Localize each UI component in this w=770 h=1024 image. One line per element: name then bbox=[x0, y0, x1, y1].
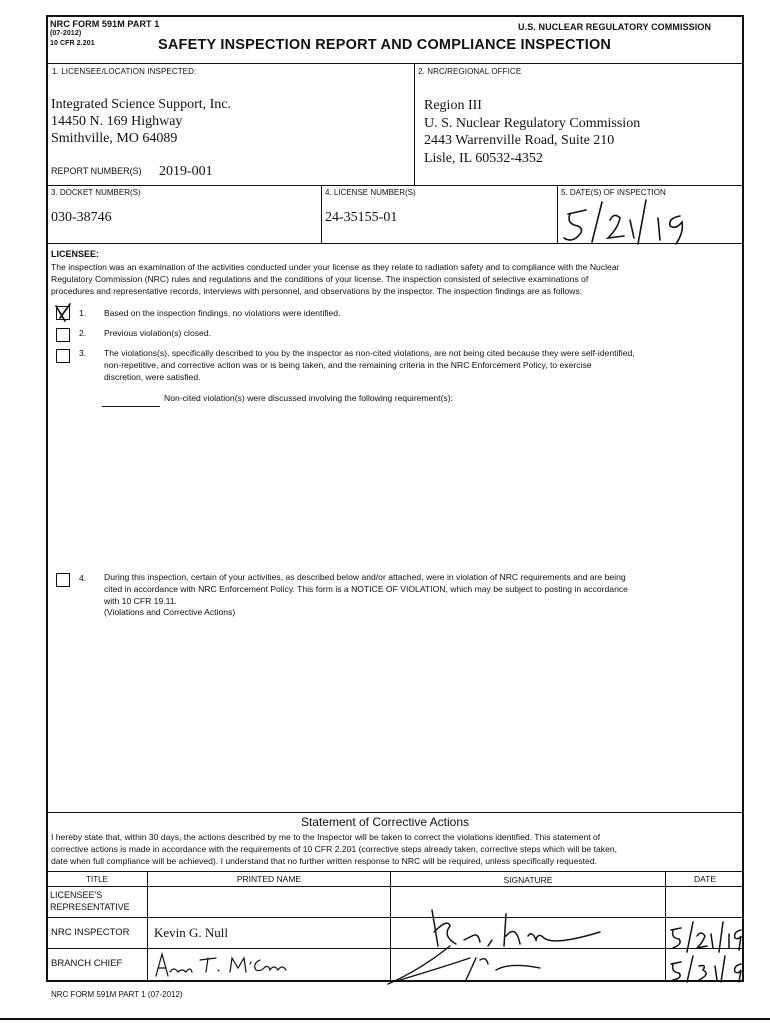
inspector-handwritten-date bbox=[667, 920, 747, 954]
divider bbox=[46, 243, 744, 244]
office-line: Lisle, IL 60532-4352 bbox=[424, 150, 543, 166]
licensee-address bbox=[51, 96, 231, 147]
licensee-line: 14450 N. 169 Highway bbox=[51, 114, 183, 129]
row-title-nrc-inspector: NRC INSPECTOR bbox=[51, 927, 130, 938]
finding-3-line: The violations(s), specifically described to you by the inspector as non-cited violations, are not being cited because they were self-identified, bbox=[104, 348, 635, 358]
title-line: REPRESENTATIVE bbox=[50, 902, 130, 912]
column-printed-name-header: PRINTED NAME bbox=[236, 874, 302, 884]
finding-3-line: discretion, were satisfied. bbox=[104, 371, 201, 382]
intro-line: Regulatory Commission (NRC) rules and regulations and the conditions of your license. The inspection consisted of selective examinations of bbox=[51, 273, 589, 284]
inspection-date-label: 5. DATE(S) OF INSPECTION bbox=[561, 188, 666, 197]
finding-2-number: 2. bbox=[79, 328, 87, 338]
branch-chief-signature bbox=[380, 940, 580, 990]
license-number-value: 24-35155-01 bbox=[325, 210, 398, 225]
divider bbox=[665, 871, 666, 982]
divider bbox=[321, 185, 322, 243]
finding-2-checkbox[interactable] bbox=[56, 328, 70, 342]
divider bbox=[46, 812, 744, 813]
finding-4-text bbox=[104, 572, 744, 619]
licensee-line: Smithville, MO 64089 bbox=[51, 131, 178, 146]
finding-3-checkbox[interactable] bbox=[56, 349, 70, 363]
finding-4-line: During this inspection, certain of your activities, as described below and/or attached, were in violation of NRC requirements and are being bbox=[104, 572, 626, 582]
column-title-header: TITLE bbox=[86, 875, 108, 884]
divider bbox=[414, 63, 415, 185]
corrective-line: I hereby state that, within 30 days, the actions described by me to the Inspector will be taken to correct the violations identified. This statement of bbox=[51, 832, 601, 842]
row-title-licensee-rep bbox=[50, 889, 130, 913]
checkmark-icon bbox=[52, 300, 76, 324]
regional-office-address bbox=[424, 97, 640, 167]
inspection-intro bbox=[51, 262, 741, 297]
finding-1-text: Based on the inspection findings, no violations were identified. bbox=[104, 308, 341, 318]
form-number: NRC FORM 591M PART 1 bbox=[50, 19, 160, 29]
office-line: U. S. Nuclear Regulatory Commission bbox=[424, 115, 641, 131]
intro-line: The inspection was an examination of the activities conducted under your license as they relate to radiation safety and to compliance with the Nuclear bbox=[51, 262, 620, 272]
form-footer: NRC FORM 591M PART 1 (07-2012) bbox=[51, 990, 183, 999]
branch-chief-printed-name-handwritten bbox=[152, 950, 292, 980]
branch-chief-handwritten-date bbox=[667, 952, 747, 984]
corrective-heading: Statement of Corrective Actions bbox=[300, 815, 470, 829]
docket-label: 3. DOCKET NUMBER(S) bbox=[51, 188, 141, 197]
form-title: SAFETY INSPECTION REPORT AND COMPLIANCE INSPECTION bbox=[158, 37, 612, 53]
divider bbox=[46, 886, 744, 887]
cfr-reference: 10 CFR 2.201 bbox=[50, 40, 95, 47]
corrective-line: corrective actions is made in accordance with the requirements of 10 CFR 2.201 (corrective steps already taken, corrective steps which will be taken, bbox=[51, 844, 618, 854]
intro-line: procedures and representative records, interviews with personnel, and observations by the inspector. The inspection findings are as follows: bbox=[51, 285, 583, 296]
licensee-location-label: 1. LICENSEE/LOCATION INSPECTED: bbox=[52, 67, 197, 76]
finding-4-line: (Violations and Corrective Actions) bbox=[104, 607, 236, 618]
divider bbox=[46, 63, 744, 64]
finding-2-text: Previous violation(s) closed. bbox=[104, 328, 211, 338]
divider bbox=[46, 917, 744, 918]
handwritten-inspection-date bbox=[558, 198, 698, 246]
report-number-value: 2019-001 bbox=[159, 164, 213, 179]
title-line: LICENSEE'S bbox=[50, 890, 103, 900]
column-signature-header: SIGNATURE bbox=[503, 875, 553, 885]
finding-4-line: cited in accordance with NRC Enforcement Policy. This form is a NOTICE OF VIOLATION, which may be subject to posting in accordance bbox=[104, 583, 628, 594]
license-number-label: 4. LICENSE NUMBER(S) bbox=[325, 188, 416, 197]
form-date: (07-2012) bbox=[50, 30, 82, 37]
agency-name: U.S. NUCLEAR REGULATORY COMMISSION bbox=[518, 22, 712, 32]
finding-3-text bbox=[104, 348, 744, 383]
finding-4-checkbox[interactable] bbox=[56, 573, 70, 587]
docket-value: 030-38746 bbox=[51, 210, 112, 225]
row-title-branch-chief: BRANCH CHIEF bbox=[51, 958, 123, 969]
page-bottom-edge bbox=[0, 1018, 770, 1020]
finding-3-line: non-repetitive, and corrective action was or is being taken, and the remaining criteria in the NRC Enforcement Policy, to exercise bbox=[104, 359, 592, 370]
licensee-line: Integrated Science Support, Inc. bbox=[51, 97, 231, 112]
corrective-statement bbox=[51, 831, 741, 867]
licensee-heading: LICENSEE: bbox=[51, 249, 100, 259]
divider bbox=[46, 185, 744, 186]
regional-office-label: 2. NRC/REGIONAL OFFICE bbox=[418, 67, 522, 76]
corrective-line: date when full compliance will be achieved). I understand that no further written response to NRC will be required, unless specifically requested. bbox=[51, 856, 597, 866]
finding-1-number: 1. bbox=[79, 308, 87, 318]
divider bbox=[46, 871, 744, 872]
office-line: 2443 Warrenville Road, Suite 210 bbox=[424, 133, 615, 148]
finding-4-line: with 10 CFR 19.11. bbox=[104, 595, 177, 606]
column-date-header: DATE bbox=[693, 874, 717, 884]
inspector-printed-name: Kevin G. Null bbox=[154, 925, 229, 940]
finding-3-number: 3. bbox=[79, 348, 87, 358]
divider bbox=[147, 871, 148, 982]
noncited-text: Non-cited violation(s) were discussed involving the following requirement(s): bbox=[164, 393, 453, 403]
report-number-label: REPORT NUMBER(S) bbox=[51, 166, 142, 176]
finding-4-number: 4. bbox=[79, 573, 87, 583]
office-line: Region III bbox=[424, 98, 482, 113]
noncited-blank-line bbox=[102, 406, 160, 407]
